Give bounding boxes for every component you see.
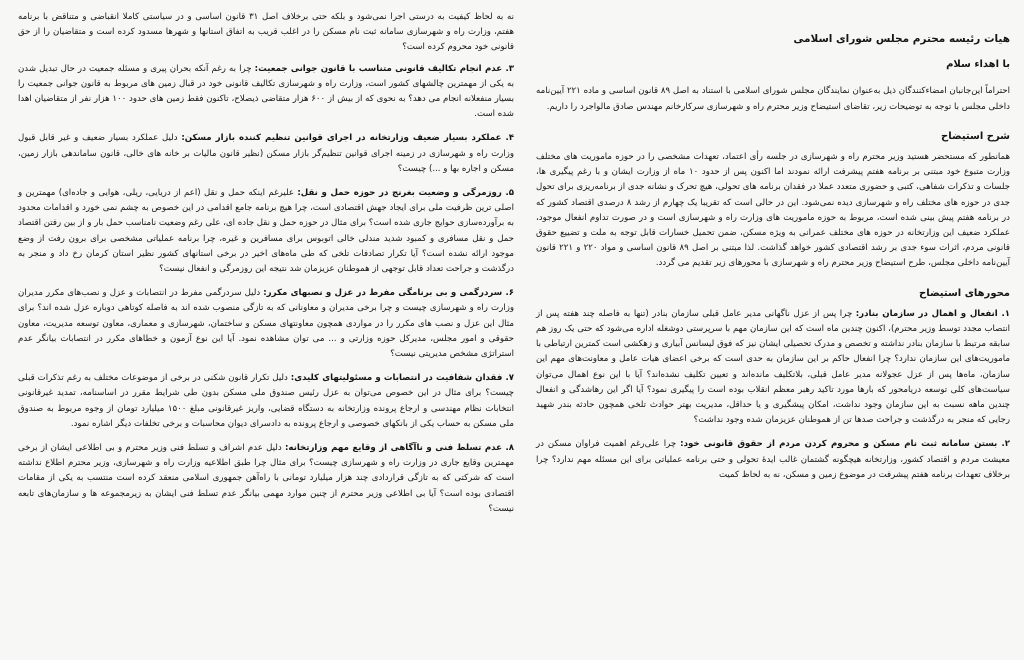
letter-title: هیات رئیسه محترم مجلس شورای اسلامی: [793, 33, 1010, 45]
axis-item-title: ۲. بستن سامانه ثبت نام مسکن و محروم کردن مردم از حقوق قانونی خود:: [680, 439, 1011, 450]
axis-item-text: دلیل عملکرد بسیار ضعیف و غیر قابل قبول وزارت راه و شهرسازی در زمینه اجرای قوانین تنظیم‌گر بازار مسکن (نظیر قانون مالیات بر خانه های خالی، قانون ساماندهی بازار زمین، مسکن و اجاره بها و ...) چیست؟: [18, 133, 514, 174]
axis-item-7: [18, 371, 514, 432]
axis-item-text: چرا به رغم آنکه بحران پیری و مسئله جمعیت در حال تبدیل شدن به یکی از مهمترین چالشهای کشور است، وزارت راه و شهرسازی تکالیف قانونی خود در قبال زمین های مربوط به قانون جوانی جمعیت را بسیار منفعلانه انجام می دهد؟ به نحوی که از بیش از ۶۰۰ هزار متقاضی ذیصلاح، تاکنون فقط زمین های حدود ۱۰۰ هزار نفر از متقاضیان اهدا شده است.: [18, 63, 514, 120]
axis-item-8: [18, 441, 514, 517]
axis-item-title: ۳. عدم انجام تکالیف قانونی متناسب با قانون جوانی جمعیت:: [254, 63, 514, 74]
axis-item-4: [18, 131, 514, 177]
axis-item-title: ۸. عدم تسلط فنی و ناآگاهی از وقایع مهم وزارتخانه:: [284, 443, 514, 454]
right-column: [526, 0, 1024, 660]
explanation-paragraph: همانطور که مستحضر هستید وزیر محترم راه و شهرسازی در جلسه رأی اعتماد، تعهدات مشخصی را در حوزه ماموریت های مختلف وزارت متبوع خود مبتنی بر برنامه هفتم پیشرفت ارائه نمودند اما اکنون پس از حدود ۱۰ ماه از وزارت ایشان و با رغم پیگیری ها، جلسات و تذکرات شفاهی، کتبی و حضوری متعدد عملا در فقدان برنامه های تحولی، هیچ تحرک و نشانه جدی از برنامه‌ریزی برای تحول جدی در حوزه های مختلف راه و شهرسازی دیده نمی‌شود. این در حالی است که تقریبا یک چهارم از رشد ۸ درصدی اقتصاد کشور که در برنامه هفتم پیش بینی شده است، مربوط به حوزه ماموریت های وزارت راه و شهرسازی است و در صورت تداوم انفعال موجود، عملکرد ضعیف این وزارتخانه در حوزه های مختلف عمرانی به ویژه مسکن، ضمن تحمیل خسارات قابل توجه به ملت و تضییع حقوق قانونی مردم، اثرات سوء جدی بر رشد اقتصادی کشور خواهد گذاشت. لذا مبتنی بر اصل ۸۹ قانون اساسی و مواد ۲۲۰ و ۲۲۱ قانون آیین‌نامه داخلی مجلس، طرح استیضاح وزیر محترم راه و شهرسازی با محورهای زیر تقدیم می گردد.: [536, 152, 1011, 269]
continuation-paragraph: نه به لحاظ کیفیت به درستی اجرا نمی‌شود و بلکه حتی برخلاف اصل ۳۱ قانون اساسی و در سیاستی کاملا انقباضی و متناقض با برنامه هفتم، وزارت راه و شهرسازی سامانه ثبت نام مسکن را در اغلب قریب به اتفاق استانها و شهرها مسدود کرده است و متقاضیان را از حق قانونی خود محروم کرده است؟: [18, 12, 514, 53]
axes-heading: محورهای استیضاح: [918, 287, 1010, 299]
axis-item-3: [18, 62, 514, 123]
axis-item-6: [18, 286, 514, 362]
axis-item-title: ۱. انفعال و اهمال در سازمان بنادر:: [855, 308, 1010, 319]
axis-item-5: [18, 186, 514, 277]
axis-item-2: [536, 437, 1010, 483]
axis-item-text: دلیل عدم اشراف و تسلط فنی وزیر محترم و بی اطلاعی ایشان از برخی مهمترین وقایع جاری در وزارت راه و شهرسازی چیست؟ برای مثال چرا طبق اطلاعیه وزارت راه و شهرسازی، وزیر محترم اطلاع نداشته است که شرکتی که به تازگی قراردادی چند هزار میلیارد تومانی با راه‌آهن جمهوری اسلامی منعقد کرده است منتسب به یکی از مقامات اقتصادی بوده است؟ آیا بی اطلاعی وزیر محترم از چنین موارد مهمی بیانگر عدم تسلط فنی ایشان به زیرمجموعه ها و سازمان‌های تابعه نیست؟: [18, 443, 514, 514]
axis-item-text: علیرغم اینکه حمل و نقل (اعم از دریایی، ریلی، هوایی و جاده‌ای) مهمترین و اصلی ترین ظرفیت ملی برای ایجاد جهش اقتصادی است، چرا هیچ برنامه جامع اقدامی در این خصوص به چشم نمی خورد و اقدامات محدود به برآورده‌سازی حوایج جاری شده است؟ برای مثال در حوزه حمل و نقل جاده ای، علی رغم وضعیت نامناسب حمل بار و از بین رفتن اقتصاد حمل و نقل مسافری و کمبود شدید مندلی خالی اتوبوس برای مسافرین و غیره، چرا برنامه عملیاتی مشخصی برای برون رفت از وضع موجود ارائه نشده است؟ آیا تکرار تصادفات تلخی که طی ماه‌های اخیر در برخی استانهای کشور نظیر استان کرمان رخ داد و منجر به درگذشت و جراحت تعداد قابل توجهی از هموطنان عزیزمان شد نتیجه این روزمرگی و انفعال نیست؟: [18, 188, 514, 275]
intro-paragraph: احتراماً این‌جانبان امضاءکنندگان ذیل به‌عنوان نمایندگان مجلس شورای اسلامی با استناد به اصل ۸۹ قانون اساسی و ماده ۲۲۱ آیین‌نامه داخلی مجلس با توجه به توضیحات زیر، تقاضای استیضاح وزیر محترم راه و شهرسازی سرکارخانم مهندس صادق مالواجرد را داریم.: [536, 86, 1010, 112]
axis-item-text: دلیل سردرگمی مفرط در انتصابات و عزل و نصب‌های مکرر مدیران وزارت راه و شهرسازی چیست و چرا برخی مدیران و معاونانی که به تازگی منصوب شده اند به فاصله کوتاهی دوباره عزل شده اند؟ برای مثال این عزل و نصب های مکرر را در مواردی همچون معاونتهای مسکن و ساختمان، شهرسازی و معماری، معاون توسعه مدیریت، معاون حقوقی و امور مجلس، مدیرکل حوزه وزارتی و ... می توان مشاهده نمود. آیا این نوع آزمون و خطاهای مکرر در انتصابات بیانگر عدم استراتژی مشخص مدیریتی نیست؟: [18, 288, 514, 360]
axis-item-text: چرا علی‌رغم اهمیت فراوان مسکن در معیشت مردم و اقتصاد کشور، وزارتخانه هیچگونه گشتمان غالب ایدۀ تحولی و حتی برنامه عملیاتی برای این مسئله مهم ندارد؟ چرا برخلاف تعهدات برنامه هفتم پیشرفت در موضوع زمین و مسکن، نه به لحاظ کمیت: [536, 439, 1010, 480]
explanation-heading: شرح استیضاح: [941, 130, 1010, 142]
axis-item-title: ۴. عملکرد بسیار ضعیف وزارتخانه در اجرای قوانین تنظیم کننده بازار مسکن:: [181, 133, 514, 144]
axis-item-title: ۶. سردرگمی و بی برنامگی مفرط در عزل و نصبهای مکرر:: [263, 288, 514, 299]
greeting: با اهداء سلام: [946, 59, 1010, 71]
axis-item-title: ۵. روزمرگی و وضعیت بغرنج در حوزه حمل و نقل:: [297, 188, 514, 199]
axis-item-1: [536, 307, 1010, 429]
axis-item-text: دلیل تکرار قانون شکنی در برخی از موضوعات مختلف به رغم تذکرات قبلی چیست؟ برای مثال در این خصوص می‌توان به عزل رئیس صندوق ملی مسکن بدون طی شرایط مقرر در اساسنامه، تمدید غیرقانونی انتخابات نظام مهندسی و ارجاع پرونده وزارتخانه به دستگاه قضایی، واریز غیرقانونی مبلغ ۱۵۰۰ میلیارد تومان از وجوه مربوط به صندوق ملی مسکن به حساب یکی از بانکهای خصوصی و ارجاع پرونده به دادسرای دیوان محاسبات و برخی تخلفات دیگر اشاره نمود.: [18, 373, 515, 429]
axis-item-text: چرا پس از عزل ناگهانی مدیر عامل قبلی سازمان بنادر (تنها به فاصله چند هفته پس از انتصاب مجدد توسط وزیر محترم)، اکنون چندین ماه است که این سازمان مهم با سرپرستی دوشغله اداره می‌شود که حتی یک روز هم سابقه مرتبط با سازمان بنادر نداشته و تخصص و مدرک تحصیلی ایشان نیز که فوق لیسانس آبیاری و زهکشی است کمترین ارتباطی با ماموریت‌های این سازمان ندارد؟ چرا انفعال حاکم بر این سازمان به حدی است که برخی اعضای هیات عامل و معاونت‌های مهم این سازمان، ماه‌ها پس از عزل عجولانه مدیر عامل قبلی، بلاتکلیف مانده‌اند و تعیین تکلیف نشده‌اند؟ آیا با این نوع اهمال می‌توان سیاست‌های کلی توسعه دریا‌محور که بارها مورد تاکید رهبر معظم انقلاب بوده است را پیگیری نمود؟ آیا اگر این رهاشدگی و انفعال چندین ماهه نسبت به این سازمان وجود نداشت، امکان پیشگیری و یا حداقل، مدیریت بهتر حوادث تلخی همچون حادثه بندر شهید رجایی که منجر به درگذشت و جراحت صدها تن از هموطنان عزیزمان شده وجود نداشت؟: [536, 308, 1010, 426]
axis-item-title: ۷. فقدان شفافیت در انتصابات و مسئولیتهای کلیدی:: [290, 373, 514, 384]
